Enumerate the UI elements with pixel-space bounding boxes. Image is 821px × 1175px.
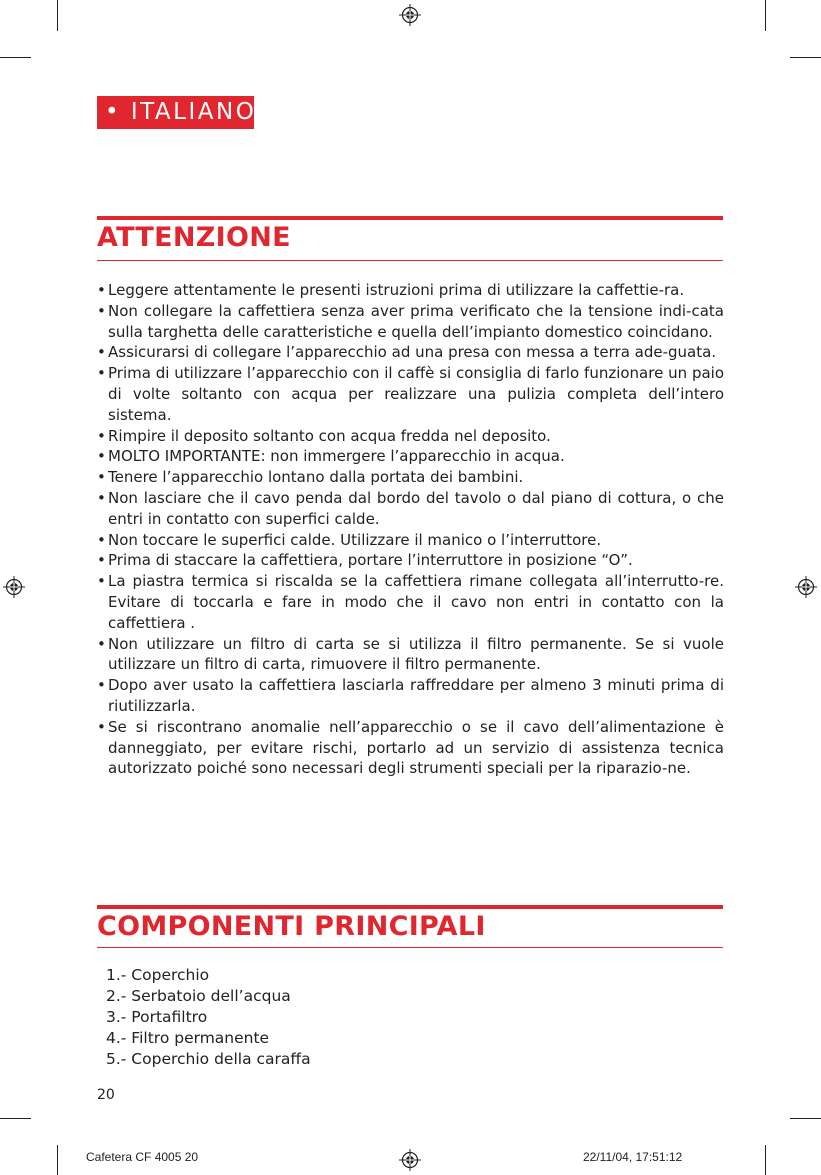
- language-tag: • ITALIANO: [97, 96, 254, 129]
- warnings-section-rule: [97, 260, 723, 261]
- registration-mark-icon: [3, 576, 25, 598]
- warning-item: • Tenere l’apparecchio lontano dalla portata dei bambini.: [97, 467, 724, 488]
- warning-item: • Leggere attentamente le presenti istruzioni prima di utilizzare la caffettie-ra.: [97, 280, 724, 301]
- registration-mark-icon: [399, 4, 421, 26]
- components-title: COMPONENTI PRINCIPALI: [97, 911, 486, 942]
- component-item: 1.- Coperchio: [106, 966, 210, 984]
- crop-mark-top-left-vertical: [57, 0, 58, 31]
- components-section-rule: [97, 947, 723, 948]
- warning-item: • Non utilizzare un filtro di carta se si utilizza il filtro permanente. Se si vuole utilizzare un filtro di carta, rimuovere il filtro permanente.: [97, 634, 724, 676]
- crop-mark-bottom-right-horizontal: [790, 1118, 821, 1119]
- registration-mark-icon: [795, 576, 817, 598]
- crop-mark-top-right-horizontal: [790, 57, 821, 58]
- warning-item: • Assicurarsi di collegare l’apparecchio ad una presa con messa a terra ade-guata.: [97, 342, 724, 363]
- components-section-bar: [97, 905, 723, 909]
- page-number: 20: [97, 1087, 115, 1103]
- warning-item: • Prima di staccare la caffettiera, portare l’interruttore in posizione “O”.: [97, 550, 724, 571]
- crop-mark-top-right-vertical: [765, 0, 766, 31]
- warning-item: • La piastra termica si riscalda se la caffettiera rimane collegata all’interrutto-re. Evitare di toccarla e fare in modo che il cavo non entri in contatto con la caffettiera .: [97, 571, 724, 633]
- component-item: 4.- Filtro permanente: [106, 1029, 270, 1047]
- crop-mark-top-left-horizontal: [0, 57, 31, 58]
- warning-item: • Non toccare le superfici calde. Utilizzare il manico o l’interruttore.: [97, 530, 724, 551]
- components-list: [106, 965, 311, 1070]
- component-item: 2.- Serbatoio dell’acqua: [106, 987, 291, 1005]
- registration-mark-icon: [399, 1149, 421, 1171]
- component-item: 3.- Portafiltro: [106, 1008, 208, 1026]
- warnings-section-bar: [97, 216, 723, 220]
- warnings-title: ATTENZIONE: [97, 222, 291, 253]
- component-item: 5.- Coperchio della caraffa: [106, 1050, 311, 1068]
- warning-item: • Rimpire il deposito soltanto con acqua fredda nel deposito.: [97, 426, 724, 447]
- warning-item: • Non collegare la caffettiera senza aver prima verificato che la tensione indi-cata sulla targhetta delle caratteristiche e quella dell’impianto domestico coincidano.: [97, 301, 724, 343]
- warning-item: • Dopo aver usato la caffettiera lasciarla raffreddare per almeno 3 minuti prima di riutilizzarla.: [97, 675, 724, 717]
- warning-item: • Non lasciare che il cavo penda dal bordo del tavolo o dal piano di cottura, o che entri in contatto con superfici calde.: [97, 488, 724, 530]
- warning-item: • MOLTO IMPORTANTE: non immergere l’apparecchio in acqua.: [97, 446, 724, 467]
- crop-mark-bottom-right-vertical: [765, 1145, 766, 1175]
- warning-item: • Prima di utilizzare l’apparecchio con il caffè si consiglia di farlo funzionare un paio di volte soltanto con acqua per realizzare una pulizia completa dell’intero sistema.: [97, 363, 724, 425]
- print-slug-timestamp: 22/11/04, 17:51:12: [583, 1150, 683, 1164]
- warnings-list: [97, 280, 724, 779]
- warning-item: • Se si riscontrano anomalie nell’apparecchio o se il cavo dell’alimentazione è danneggiato, per evitare rischi, portarlo ad un servizio di assistenza tecnica autorizzato poiché sono necessari degli strumenti speciali per la riparazio-ne.: [97, 717, 724, 779]
- crop-mark-bottom-left-vertical: [57, 1145, 58, 1175]
- print-slug-file: Cafetera CF 4005 20: [86, 1150, 199, 1164]
- crop-mark-bottom-left-horizontal: [0, 1118, 31, 1119]
